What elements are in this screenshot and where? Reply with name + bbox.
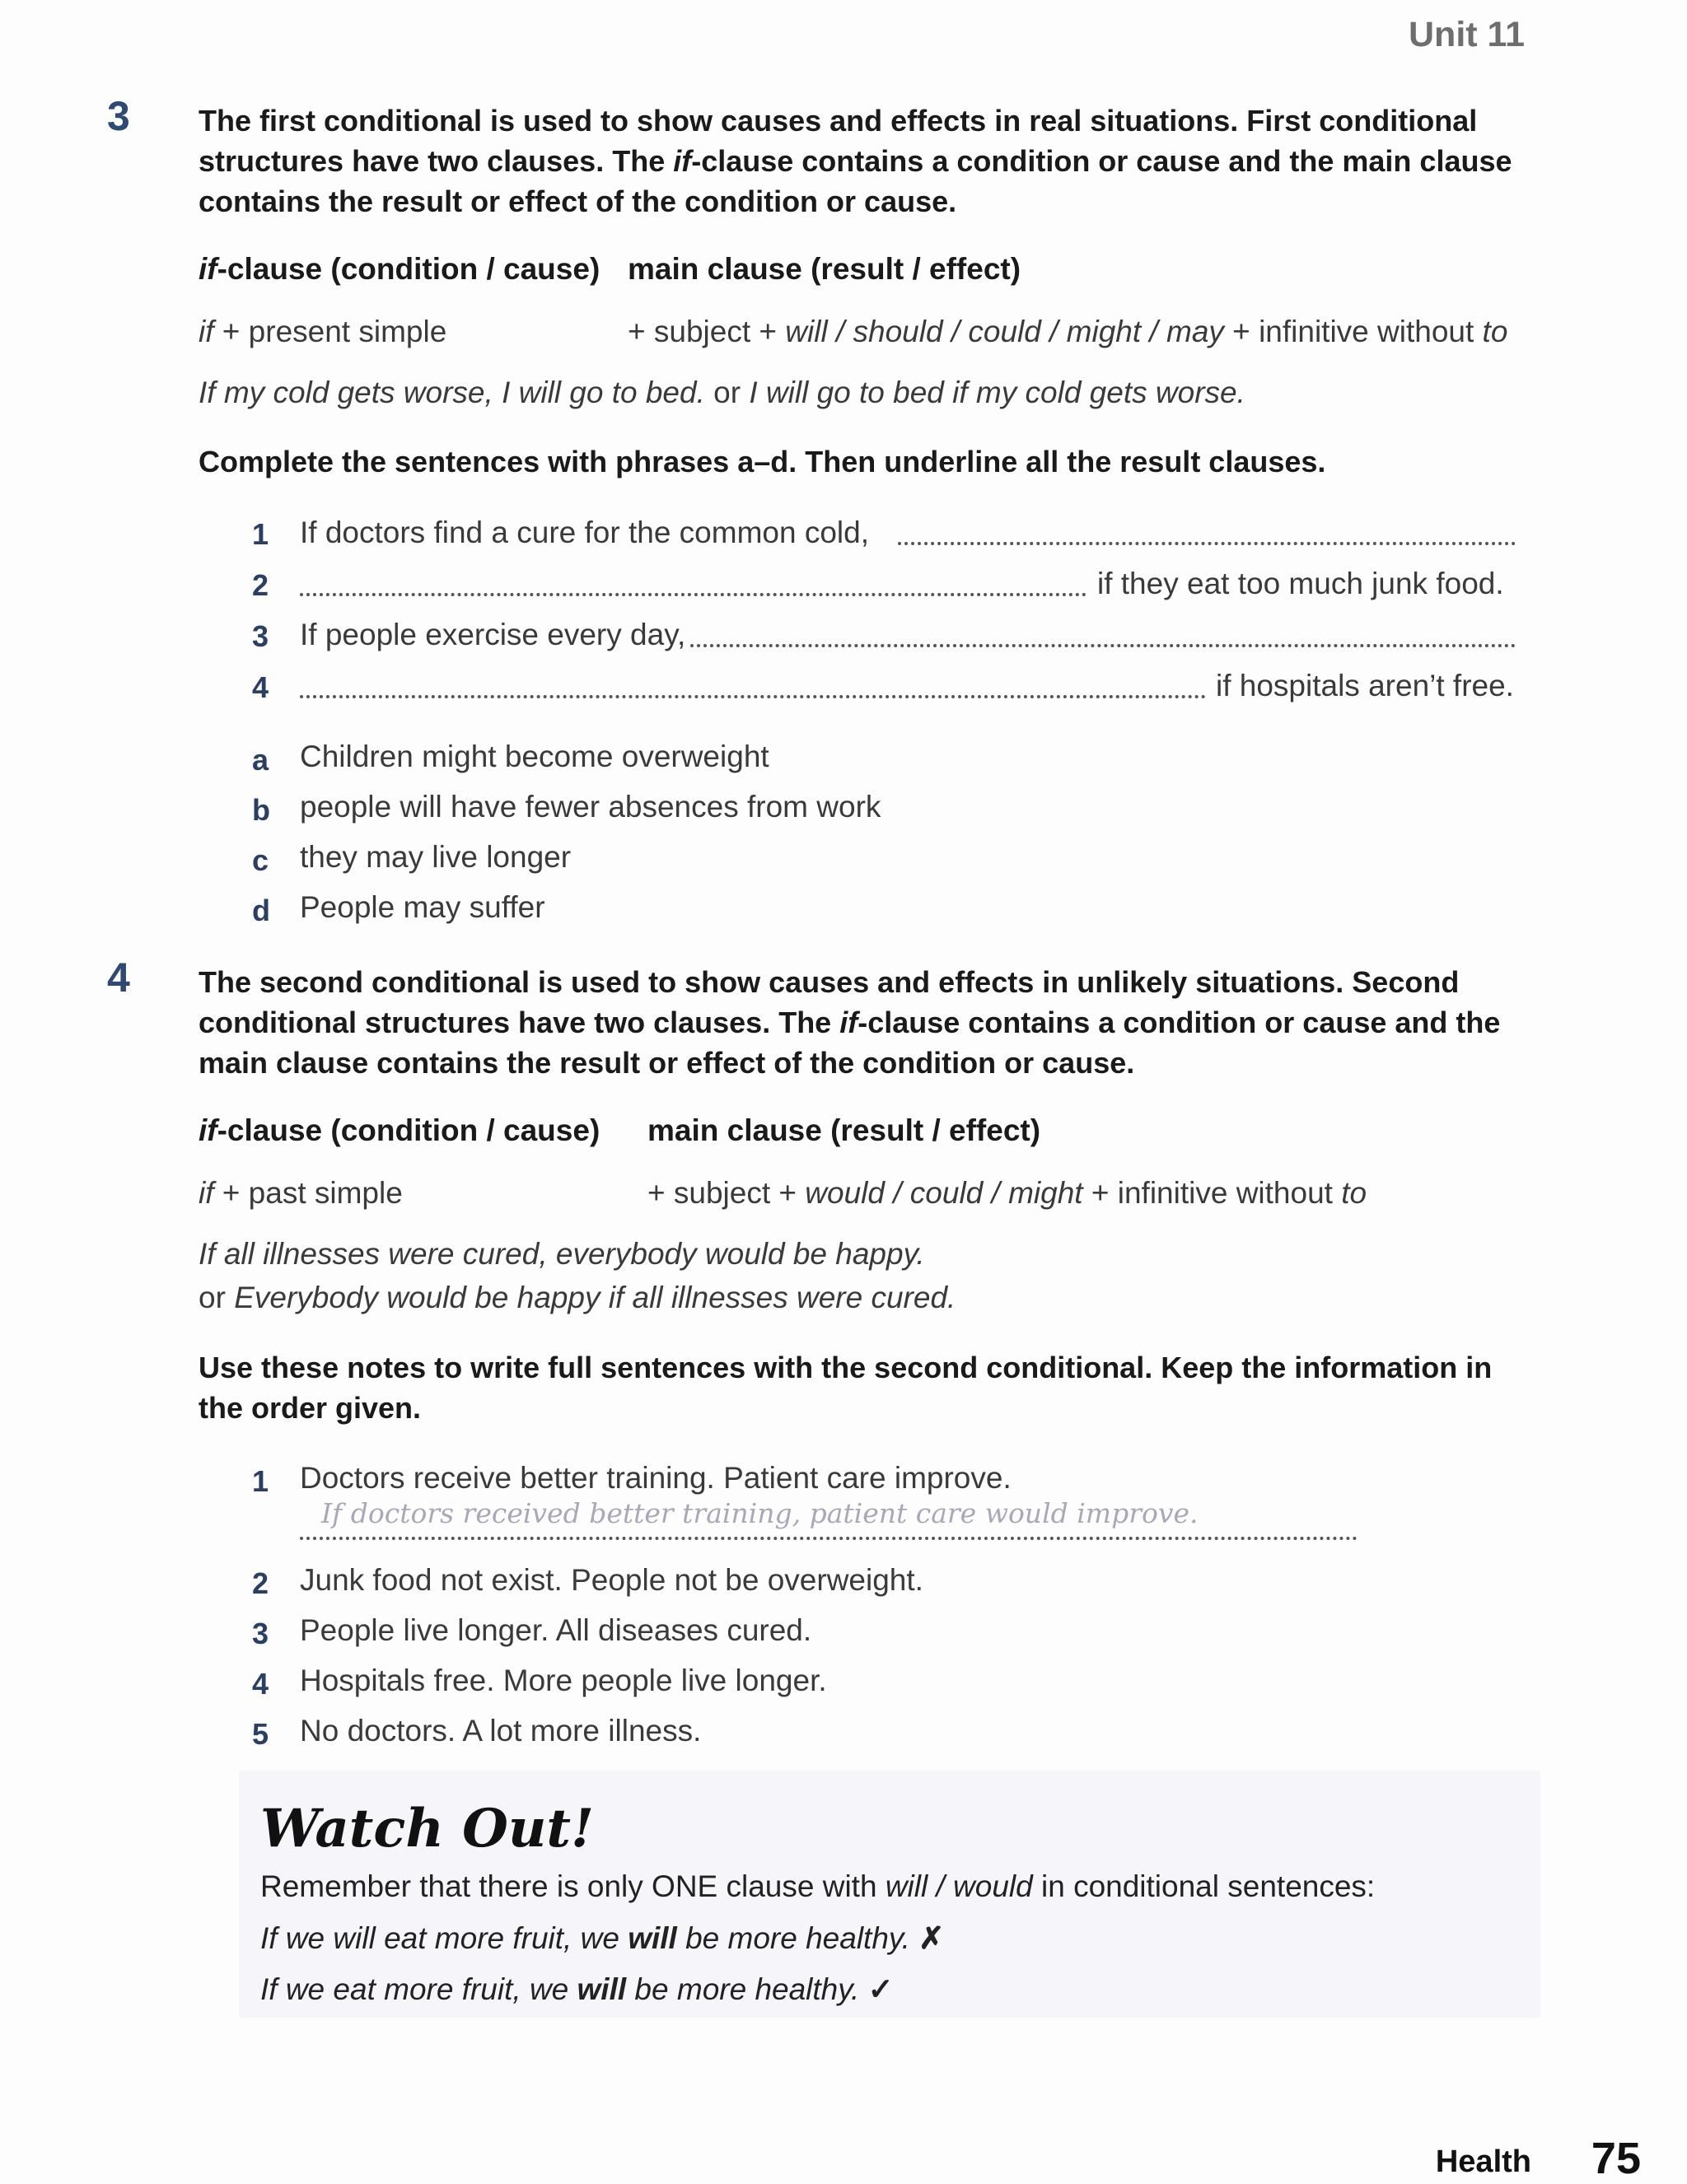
ex3-instruction: Complete the sentences with phrases a–d. Then underline all the result clauses. — [199, 445, 1326, 478]
form-modals: will / should / could / might / may — [785, 315, 1224, 348]
ex4-form-right — [647, 1176, 1367, 1211]
intro-part: conditional structures have two clauses. The — [199, 1006, 840, 1039]
ex3-col2-header: main clause (result / effect) — [628, 252, 1021, 286]
col1-header-text: -clause (condition / cause) — [217, 252, 600, 286]
ex3-form-left — [199, 315, 446, 349]
answer-line[interactable] — [300, 1537, 1358, 1540]
item-number: 3 — [252, 1617, 269, 1650]
page-number: 75 — [1591, 2134, 1641, 2183]
example-a: If all illnesses were cured, everybody would be happy. — [199, 1237, 925, 1271]
item-text: Hospitals free. More people live longer. — [300, 1664, 827, 1697]
form-to: to — [1482, 315, 1508, 348]
col1-header-text: -clause (condition / cause) — [217, 1113, 600, 1147]
example-post: be more healthy. — [676, 1921, 919, 1955]
sentence-text: If people exercise every day, — [300, 618, 686, 651]
sentence-number: 4 — [252, 670, 269, 704]
watch-out-incorrect-example — [260, 1920, 944, 1956]
form-left-text: + past simple — [213, 1176, 403, 1210]
if-word: if — [199, 252, 217, 286]
ex3-intro-if: if — [673, 144, 692, 178]
option-text: People may suffer — [300, 890, 545, 924]
item-number: 5 — [252, 1717, 269, 1751]
option-text: people will have fewer absences from work — [300, 790, 881, 824]
ex4-example-a — [199, 1237, 925, 1272]
answer-blank[interactable] — [690, 644, 1516, 647]
intro-part: -clause contains a condition or cause and the — [858, 1006, 1501, 1039]
ex4-example-b — [199, 1281, 956, 1315]
item-text: Junk food not exist. People not be overweight. — [300, 1563, 923, 1597]
form-right-post: + infinitive without — [1223, 315, 1483, 348]
item-text: No doctors. A lot more illness. — [300, 1714, 702, 1748]
example-a: If my cold gets worse, I will go to bed. — [199, 376, 705, 409]
form-right-pre: + subject + — [628, 315, 786, 348]
example-or: or — [704, 376, 750, 409]
if-word: if — [839, 1006, 858, 1039]
example-post: be more healthy. — [626, 1972, 868, 2006]
exercise-number-4: 4 — [107, 954, 130, 1001]
rule-post: in conditional sentences: — [1032, 1869, 1376, 1903]
example-pre: If we will eat more fruit, we — [260, 1921, 629, 1955]
ex4-intro-line3: main clause contains the result or effect of the condition or cause. — [199, 1046, 1135, 1080]
sentence-number: 2 — [252, 568, 269, 602]
answer-blank[interactable] — [898, 542, 1516, 545]
watch-out-rule — [260, 1869, 1375, 1904]
rule-pre: Remember that there is only ONE clause with — [260, 1869, 886, 1903]
example-pre: If we eat more fruit, we — [260, 1972, 577, 2006]
if-word: if — [199, 1176, 214, 1210]
watch-out-correct-example — [260, 1972, 894, 2007]
ex4-instruction-2: the order given. — [199, 1391, 422, 1425]
sentence-text: If doctors find a cure for the common cold, — [300, 516, 869, 549]
option-letter: d — [252, 894, 270, 927]
exercise-3-intro — [199, 100, 1533, 222]
ex4-instruction-1: Use these notes to write full sentences with the second conditional. Keep the information in — [199, 1351, 1493, 1384]
if-word: if — [199, 1113, 217, 1147]
form-right-post: + infinitive without — [1082, 1176, 1342, 1210]
sentence-number: 3 — [252, 619, 269, 653]
item-number: 2 — [252, 1566, 269, 1600]
unit-label: Unit 11 — [1409, 15, 1525, 54]
ex3-intro-part2: -clause contains a condition or cause and the main clause contains the result or effect of the condition or cause. — [199, 144, 1512, 218]
exercise-number-3: 3 — [107, 93, 130, 139]
ex4-col1-header — [199, 1113, 600, 1148]
handwritten-answer: If doctors received better training, patient care would improve. — [321, 1497, 1199, 1529]
form-left-text: + present simple — [213, 315, 447, 348]
example-b: I will go to bed if my cold gets worse. — [749, 376, 1245, 409]
form-to: to — [1341, 1176, 1367, 1210]
example-or: or — [199, 1281, 235, 1314]
item-text: People live longer. All diseases cured. — [300, 1613, 812, 1647]
ex3-example — [199, 376, 1245, 410]
item-number: 4 — [252, 1667, 269, 1701]
if-word: if — [199, 315, 214, 348]
option-text: they may live longer — [300, 840, 572, 874]
ex4-col2-header: main clause (result / effect) — [647, 1113, 1041, 1147]
ex4-intro-line1: The second conditional is used to show causes and effects in unlikely situations. Second — [199, 965, 1460, 999]
sentence-number: 1 — [252, 517, 269, 551]
form-right-pre: + subject + — [647, 1176, 806, 1210]
option-text: Children might become overweight — [300, 740, 769, 773]
ex4-intro-line2 — [199, 1002, 1533, 1043]
rule-modals: will / would — [885, 1869, 1033, 1903]
example-b: Everybody would be happy if all illnesses were cured. — [234, 1281, 956, 1314]
cross-icon: ✗ — [918, 1921, 945, 1955]
answer-blank[interactable] — [300, 593, 1087, 596]
watch-out-title: Watch Out! — [260, 1798, 595, 1860]
option-letter: c — [252, 843, 269, 877]
footer-section: Health — [1435, 2144, 1531, 2179]
ex3-form-right — [628, 315, 1507, 349]
answer-blank[interactable] — [300, 695, 1206, 698]
item-number: 1 — [252, 1464, 269, 1498]
form-modals: would / could / might — [805, 1176, 1083, 1210]
sentence-text: if hospitals aren’t free. — [1216, 669, 1514, 702]
item-text: Doctors receive better training. Patient care improve. — [300, 1461, 1012, 1495]
ex3-col1-header — [199, 252, 600, 287]
ex3-intro-part1: The first conditional is used to show causes and effects in real situations. First conditional structures have two clauses. The — [199, 104, 1478, 178]
option-letter: a — [252, 743, 269, 777]
option-letter: b — [252, 793, 270, 827]
example-bold: will — [577, 1972, 627, 2006]
ex4-form-left — [199, 1176, 403, 1211]
sentence-text: if they eat too much junk food. — [1097, 567, 1504, 600]
check-icon: ✓ — [867, 1972, 894, 2006]
example-bold: will — [628, 1921, 677, 1955]
